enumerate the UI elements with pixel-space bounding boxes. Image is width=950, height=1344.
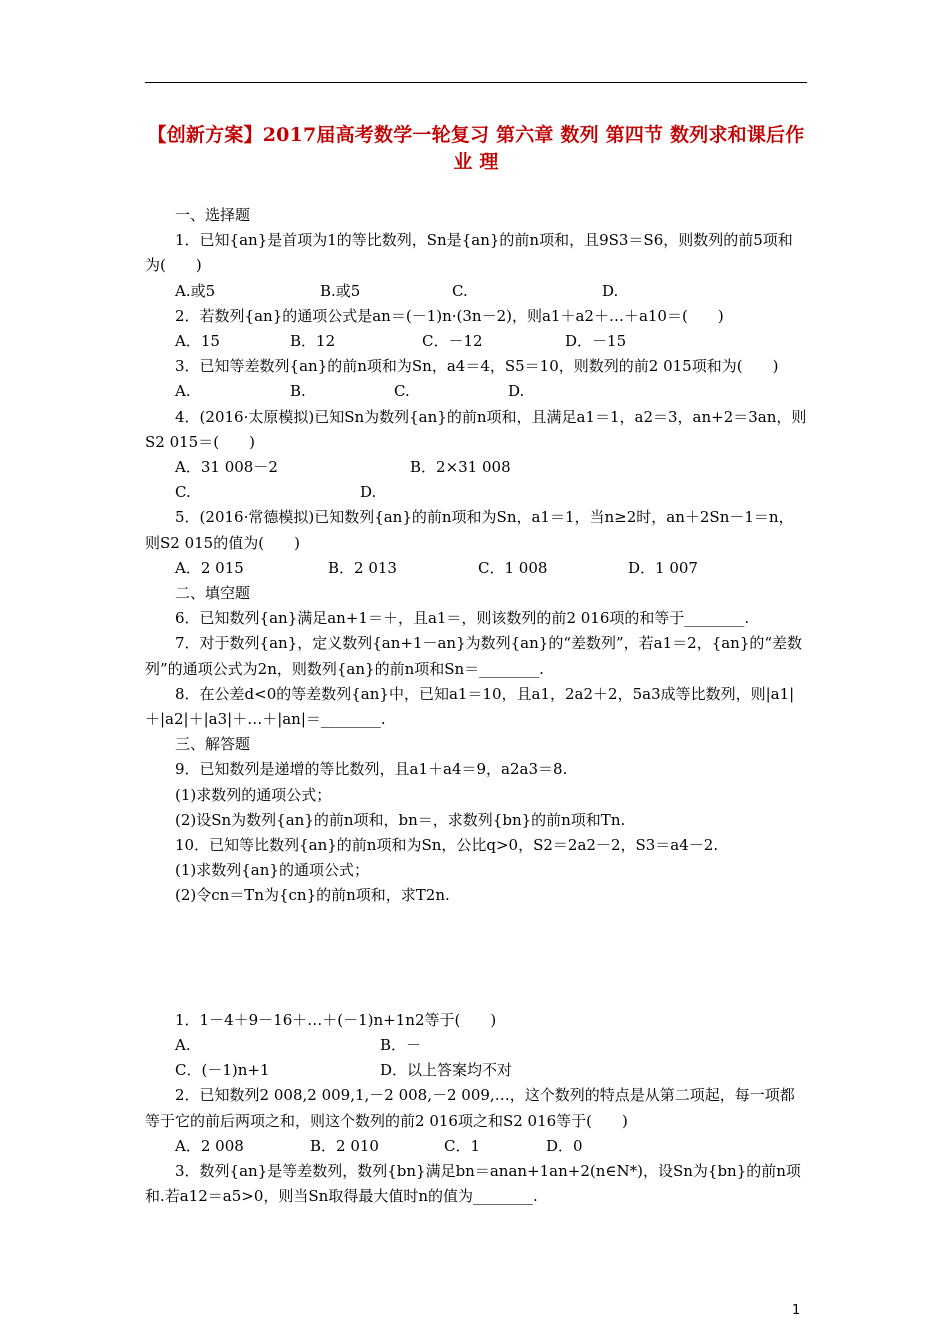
question-5: 5．(2016·常德模拟)已知数列{an}的前n项和为Sn，a1＝1，当n≥2时，an＋2Sn－1＝n，则S2 015的值为( ) [145, 508, 794, 552]
section-heading: 三、解答题 [175, 735, 251, 754]
b1-options-row-2 [145, 1058, 807, 1083]
q2-option-c: C．－12 [422, 332, 483, 351]
q1-options [145, 279, 807, 304]
q5-option-a: A．2 015 [175, 558, 244, 577]
b1-option-a: A. [175, 1035, 191, 1054]
b1-option-d: D．以上答案均不对 [380, 1061, 513, 1080]
q5-option-b: B．2 013 [328, 558, 397, 577]
b2-option-a: A．2 008 [175, 1136, 244, 1155]
q4-option-a: A．31 008－2 [175, 458, 278, 477]
q3-option-d: D. [508, 382, 525, 401]
q4-option-d: D. [360, 483, 377, 502]
q1-option-a: A.或5 [175, 281, 216, 300]
q4-options-row-2 [145, 480, 807, 505]
q1-option-c: C. [452, 281, 468, 300]
question-1: 1．已知{an}是首项为1的等比数列，Sn是{an}的前n项和，且9S3＝S6，则数列的前5项和为( ) [145, 231, 793, 275]
question-10: 10．已知等比数列{an}的前n项和为Sn，公比q>0，S2＝2a2－2，S3＝a4－2. [175, 836, 719, 855]
q2-option-b: B．12 [290, 332, 336, 351]
q1-option-d: D. [602, 281, 619, 300]
page-number: 1 [792, 1303, 801, 1318]
bonus-question-2: 2．已知数列2 008,2 009,1,－2 008,－2 009,…，这个数列的特点是从第二项起，每一项都等于它的前后两项之和，则这个数列的前2 016项之和S2 016等于( ) [145, 1086, 795, 1130]
question-10-part-1: (1)求数列{an}的通项公式； [175, 861, 369, 880]
q2-options [145, 329, 807, 354]
section-heading: 二、填空题 [175, 584, 251, 603]
question-9-part-2: (2)设Sn为数列{an}的前n项和，bn＝，求数列{bn}的前n项和Tn. [175, 810, 626, 829]
b1-options-row-1 [145, 1033, 807, 1058]
question-9-part-1: (1)求数列的通项公式； [175, 785, 332, 804]
q2-option-a: A．15 [175, 332, 220, 351]
b2-option-b: B．2 010 [310, 1136, 379, 1155]
bonus-question-3: 3．数列{an}是等差数列，数列{bn}满足bn＝anan+1an+2(n∈N*)，设Sn为{bn}的前n项和.若a12＝a5>0，则当Sn取得最大值时n的值为________. [145, 1161, 801, 1206]
b2-options [145, 1134, 807, 1159]
q5-option-d: D．1 007 [628, 558, 698, 577]
q4-option-c: C. [175, 483, 191, 502]
section-gap [145, 909, 807, 1008]
question-9: 9．已知数列是递增的等比数列，且a1＋a4＝9，a2a3＝8. [175, 760, 568, 779]
q1-option-b: B.或5 [320, 281, 361, 300]
q4-option-b: B．2×31 008 [410, 458, 511, 477]
question-3: 3．已知等差数列{an}的前n项和为Sn，a4＝4，S5＝10，则数列的前2 015项和为( ) [175, 357, 779, 376]
q3-option-c: C. [394, 382, 410, 401]
question-7: 7．对于数列{an}，定义数列{an+1－an}为数列{an}的“差数列”，若a1＝2，{an}的“差数列”的通项公式为2n，则数列{an}的前n项和Sn＝________. [145, 634, 803, 678]
b1-option-c: C．(－1)n+1 [175, 1061, 270, 1080]
b2-option-d: D．0 [546, 1136, 583, 1155]
question-10-part-2: (2)令cn＝Tn为{cn}的前n项和，求T2n. [175, 886, 450, 905]
question-6: 6．已知数列{an}满足an+1＝＋，且a1＝，则该数列的前2 016项的和等于________. [175, 609, 750, 628]
q5-options [145, 556, 807, 581]
q3-option-b: B. [290, 382, 306, 401]
b2-option-c: C．1 [444, 1136, 481, 1155]
question-8: 8．在公差d<0的等差数列{an}中，已知a1＝10，且a1，2a2＋2，5a3成等比数列，则|a1|＋|a2|＋|a3|＋…＋|an|＝________. [145, 684, 795, 729]
header-rule [145, 82, 807, 83]
document-body [145, 203, 807, 1209]
q3-option-a: A. [175, 382, 191, 401]
q5-option-c: C．1 008 [478, 558, 548, 577]
section-heading: 一、选择题 [175, 206, 251, 224]
question-2: 2．若数列{an}的通项公式是an＝(－1)n·(3n－2)，则a1＋a2＋…＋a10＝( ) [175, 306, 724, 325]
document-title: 【创新方案】2017届高考数学一轮复习 第六章 数列 第四节 数列求和课后作业 理 [147, 124, 805, 173]
b1-option-b: B．－ [380, 1035, 422, 1054]
q3-options [145, 379, 807, 404]
q2-option-d: D．－15 [565, 332, 627, 351]
bonus-question-1: 1．1－4＋9－16＋…＋(－1)n+1n2等于( ) [175, 1010, 497, 1029]
q4-options-row-1 [145, 455, 807, 480]
question-4: 4．(2016·太原模拟)已知Sn为数列{an}的前n项和，且满足a1＝1，a2＝3，an+2＝3an，则S2 015＝( ) [145, 407, 807, 451]
